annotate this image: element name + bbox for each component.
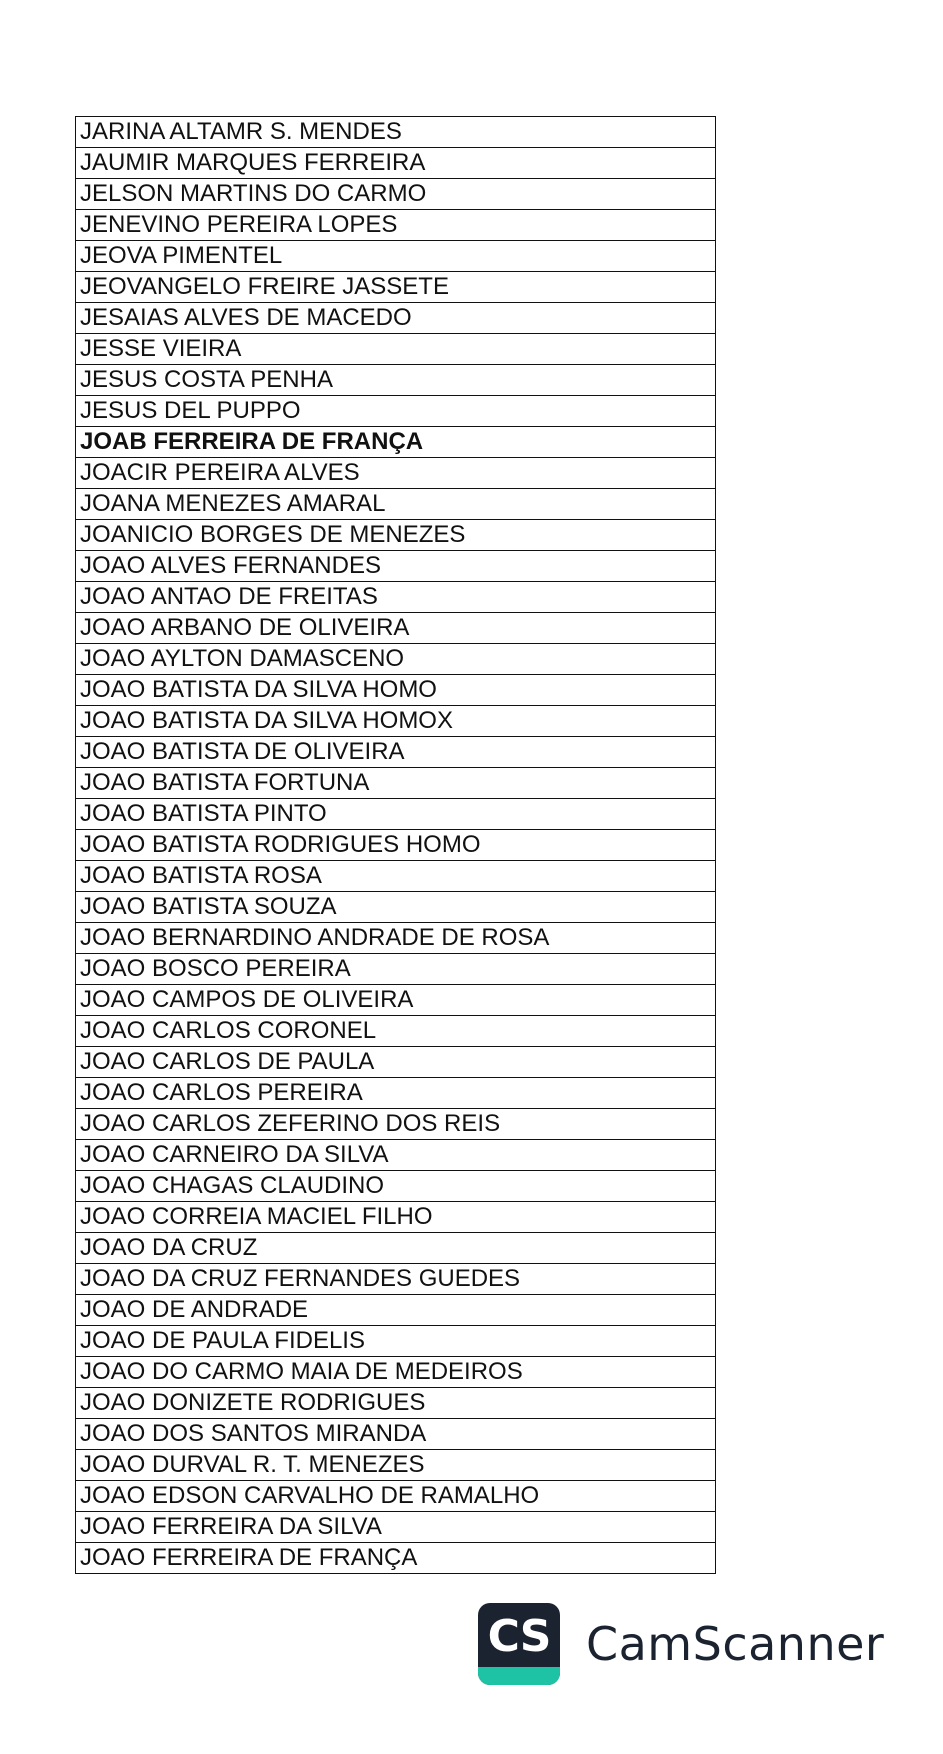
table-row: [76, 179, 716, 210]
camscanner-logo-accent: [478, 1667, 560, 1685]
name-cell: JOANICIO BORGES DE MENEZES: [76, 520, 716, 551]
table-row: [76, 210, 716, 241]
name-cell: JOAO CARLOS DE PAULA: [76, 1047, 716, 1078]
table-row: [76, 706, 716, 737]
table-row: [76, 1295, 716, 1326]
name-cell: JOAO CARLOS ZEFERINO DOS REIS: [76, 1109, 716, 1140]
name-cell: JOAO BATISTA SOUZA: [76, 892, 716, 923]
table-row: [76, 1326, 716, 1357]
table-row: [76, 923, 716, 954]
name-cell: JOACIR PEREIRA ALVES: [76, 458, 716, 489]
camscanner-logo-letters: CS: [487, 1611, 551, 1662]
name-cell: JELSON MARTINS DO CARMO: [76, 179, 716, 210]
name-cell: JOAO BATISTA RODRIGUES HOMO: [76, 830, 716, 861]
table-row: [76, 365, 716, 396]
table-row: [76, 582, 716, 613]
table-row: [76, 675, 716, 706]
table-row: [76, 1016, 716, 1047]
table-row: [76, 303, 716, 334]
table-row: [76, 1171, 716, 1202]
name-cell: JOAB FERREIRA DE FRANÇA: [76, 427, 716, 458]
name-cell: JOAO BERNARDINO ANDRADE DE ROSA: [76, 923, 716, 954]
name-cell: JOAO BATISTA DA SILVA HOMOX: [76, 706, 716, 737]
name-cell: JOAO DURVAL R. T. MENEZES: [76, 1450, 716, 1481]
table-row: [76, 985, 716, 1016]
table-row: [76, 1419, 716, 1450]
table-row: [76, 148, 716, 179]
names-table-body: [76, 117, 716, 1574]
name-cell: JOAO CARLOS PEREIRA: [76, 1078, 716, 1109]
table-row: [76, 613, 716, 644]
camscanner-brand-name: CamScanner: [586, 1617, 885, 1671]
table-row: [76, 458, 716, 489]
name-cell: JOAO BATISTA DA SILVA HOMO: [76, 675, 716, 706]
table-row: [76, 644, 716, 675]
table-row: [76, 1543, 716, 1574]
table-row: [76, 1140, 716, 1171]
table-row: [76, 334, 716, 365]
name-cell: JOAO DA CRUZ: [76, 1233, 716, 1264]
name-cell: JOAO DE ANDRADE: [76, 1295, 716, 1326]
table-row: [76, 489, 716, 520]
name-cell: JOAO DOS SANTOS MIRANDA: [76, 1419, 716, 1450]
table-row: [76, 1481, 716, 1512]
name-cell: JOAO CAMPOS DE OLIVEIRA: [76, 985, 716, 1016]
name-cell: JOAO BATISTA FORTUNA: [76, 768, 716, 799]
name-cell: JOAO DO CARMO MAIA DE MEDEIROS: [76, 1357, 716, 1388]
name-cell: JESUS DEL PUPPO: [76, 396, 716, 427]
name-cell: JENEVINO PEREIRA LOPES: [76, 210, 716, 241]
name-cell: JOAO CARLOS CORONEL: [76, 1016, 716, 1047]
table-row: [76, 1109, 716, 1140]
table-row: [76, 1264, 716, 1295]
table-row: [76, 241, 716, 272]
name-cell: JOAO BATISTA PINTO: [76, 799, 716, 830]
table-row: [76, 1450, 716, 1481]
name-cell: JOAO BOSCO PEREIRA: [76, 954, 716, 985]
table-row: [76, 1202, 716, 1233]
table-row: [76, 799, 716, 830]
names-table: [75, 116, 716, 1574]
name-cell: JEOVANGELO FREIRE JASSETE: [76, 272, 716, 303]
name-cell: JOAO BATISTA ROSA: [76, 861, 716, 892]
name-cell: JOAO AYLTON DAMASCENO: [76, 644, 716, 675]
table-row: [76, 551, 716, 582]
name-cell: JOAO ANTAO DE FREITAS: [76, 582, 716, 613]
table-row: [76, 1388, 716, 1419]
name-cell: JOAO EDSON CARVALHO DE RAMALHO: [76, 1481, 716, 1512]
name-cell: JARINA ALTAMR S. MENDES: [76, 117, 716, 148]
name-cell: JOAO CHAGAS CLAUDINO: [76, 1171, 716, 1202]
name-cell: JEOVA PIMENTEL: [76, 241, 716, 272]
name-cell: JOAO FERREIRA DE FRANÇA: [76, 1543, 716, 1574]
table-row: [76, 954, 716, 985]
name-cell: JOAO CORREIA MACIEL FILHO: [76, 1202, 716, 1233]
table-row: [76, 861, 716, 892]
table-row: [76, 1233, 716, 1264]
table-row: [76, 892, 716, 923]
table-row: [76, 427, 716, 458]
name-cell: JESUS COSTA PENHA: [76, 365, 716, 396]
name-cell: JOAO DE PAULA FIDELIS: [76, 1326, 716, 1357]
name-cell: JOAO FERREIRA DA SILVA: [76, 1512, 716, 1543]
name-cell: JOAO CARNEIRO DA SILVA: [76, 1140, 716, 1171]
name-cell: JESAIAS ALVES DE MACEDO: [76, 303, 716, 334]
name-cell: JOAO ALVES FERNANDES: [76, 551, 716, 582]
table-row: [76, 1078, 716, 1109]
table-row: [76, 1512, 716, 1543]
camscanner-watermark: [478, 1603, 884, 1685]
name-cell: JAUMIR MARQUES FERREIRA: [76, 148, 716, 179]
camscanner-logo-icon: [478, 1603, 560, 1685]
table-row: [76, 1047, 716, 1078]
name-cell: JOAO DONIZETE RODRIGUES: [76, 1388, 716, 1419]
name-cell: JOAO BATISTA DE OLIVEIRA: [76, 737, 716, 768]
table-row: [76, 830, 716, 861]
table-row: [76, 768, 716, 799]
table-row: [76, 737, 716, 768]
table-row: [76, 117, 716, 148]
name-cell: JESSE VIEIRA: [76, 334, 716, 365]
name-cell: JOAO ARBANO DE OLIVEIRA: [76, 613, 716, 644]
table-row: [76, 396, 716, 427]
table-row: [76, 1357, 716, 1388]
name-cell: JOAO DA CRUZ FERNANDES GUEDES: [76, 1264, 716, 1295]
table-row: [76, 272, 716, 303]
table-row: [76, 520, 716, 551]
name-cell: JOANA MENEZES AMARAL: [76, 489, 716, 520]
